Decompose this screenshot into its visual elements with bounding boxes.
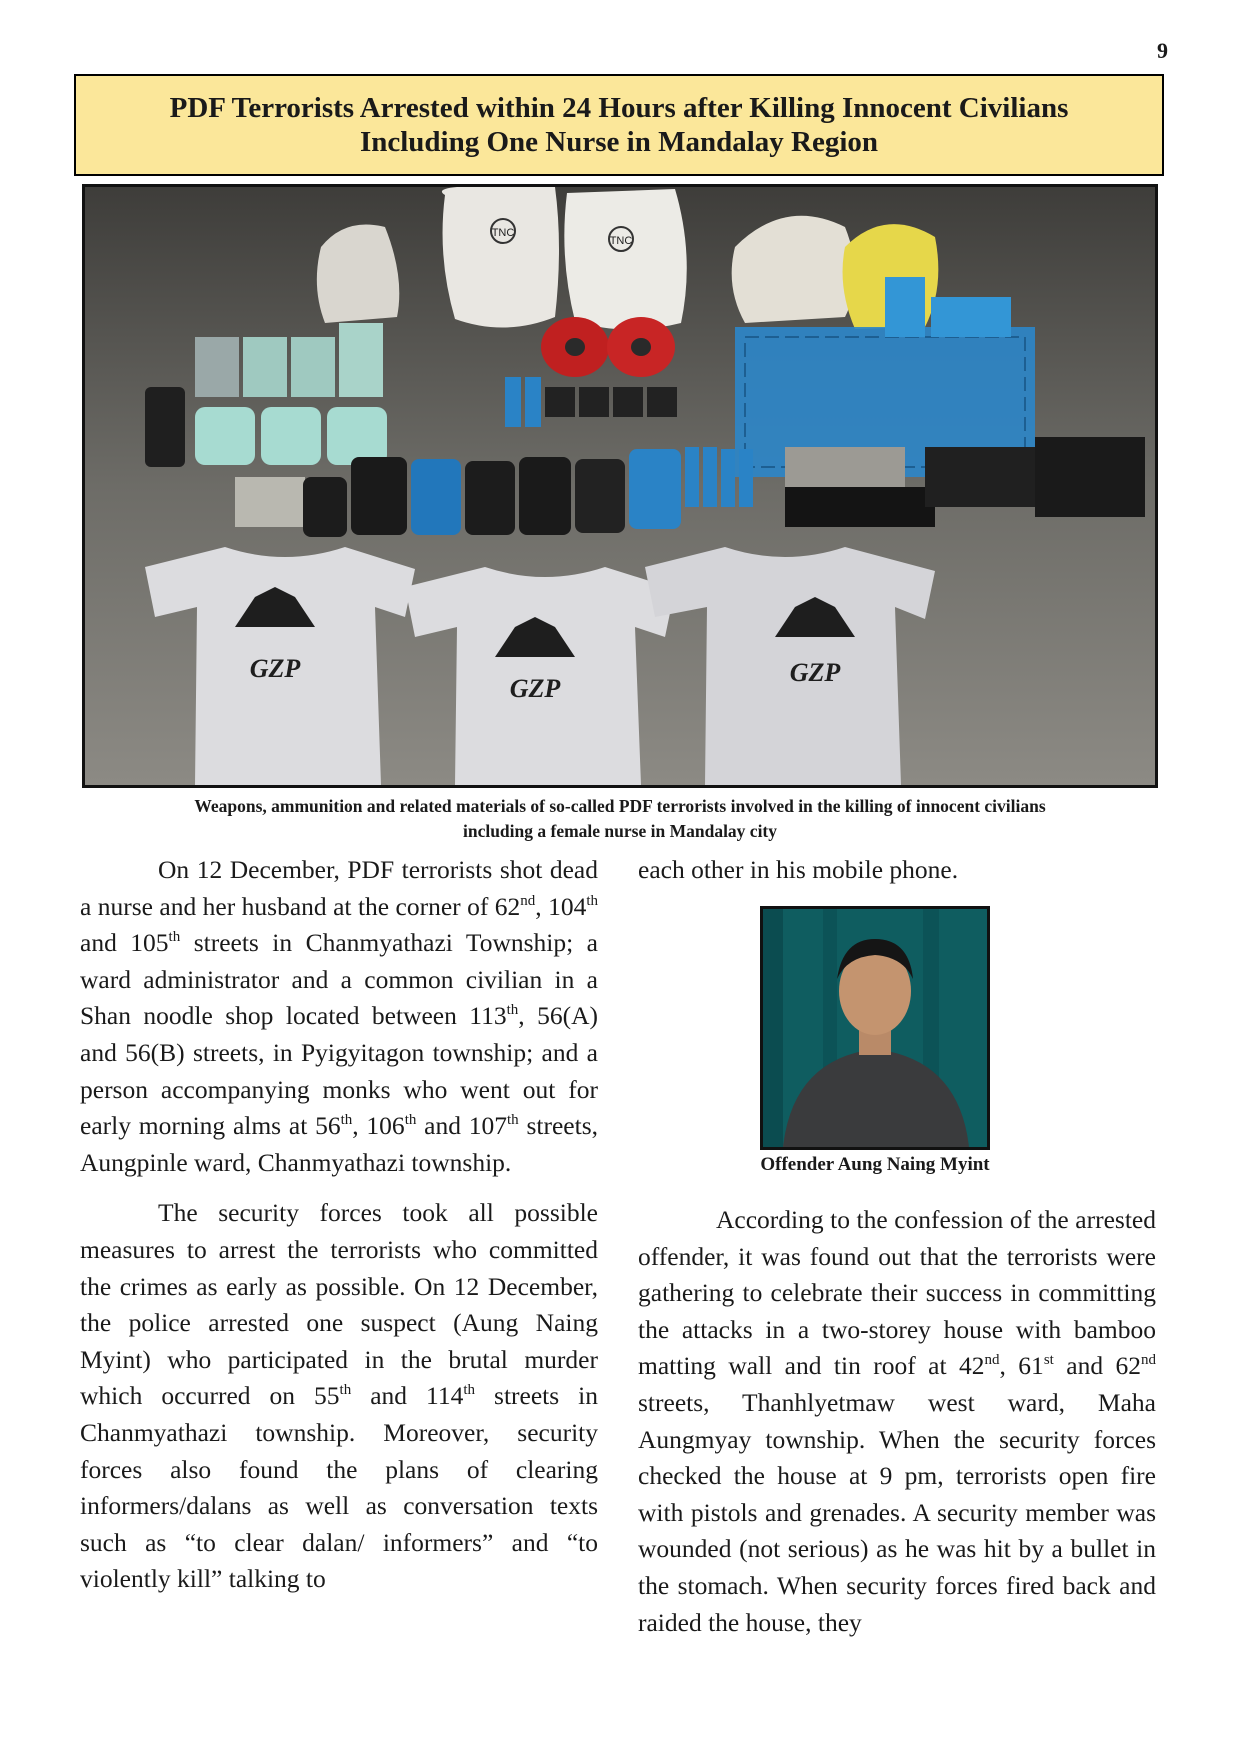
superscript: th bbox=[463, 1382, 476, 1399]
sack-label-1: TNC bbox=[491, 227, 515, 239]
superscript: nd bbox=[984, 1352, 1000, 1369]
superscript: th bbox=[586, 892, 598, 909]
article-column-right-lower bbox=[638, 1202, 1156, 1655]
seized-materials-photo bbox=[82, 184, 1158, 788]
text-run: According to the confession of the arrested offender, it was found out that the terrorists were gathering to celebrate their success in committing the attacks in a two-storey house with bamboo matting wall and tin roof at 42 bbox=[638, 1205, 1156, 1381]
superscript: nd bbox=[520, 892, 536, 909]
portrait-caption: Offender Aung Naing Myint bbox=[760, 1154, 990, 1175]
text-run: streets in Chanmyathazi Township; a ward administrator and a common civilian in a Shan noodle shop located between 113 bbox=[80, 928, 598, 1031]
offender-portrait bbox=[760, 906, 990, 1150]
text-run: , 61 bbox=[999, 1351, 1044, 1381]
sack-left bbox=[442, 187, 559, 328]
text-run: streets in Chanmyathazi township. Moreover, security forces also found the plans of clearing informers/dalans as well as conversation texts such as “to clear dalan/ informers” and “to violently kill” talking to bbox=[80, 1381, 599, 1594]
article-title bbox=[74, 74, 1164, 176]
text-run: The security forces took all possible measures to arrest the terrorists who committed the crimes as early as possible. On 12 December, the police arrested one suspect (Aung Naing Myint) who participated in the brutal murder which occurred on 55 bbox=[80, 1198, 598, 1411]
text-run: and 105 bbox=[80, 928, 169, 958]
sack-right bbox=[564, 189, 686, 330]
text-run: streets, Thanhlyetmaw west ward, Maha Aungmyay township. When the security forces checked the house at 9 pm, terrorists open fire with pistols and grenades. A security member was wounded (not serious) as he was hit by a bullet in the stomach. When security forces fired back and raided the house, they bbox=[638, 1387, 1156, 1637]
superscript: nd bbox=[1141, 1352, 1157, 1369]
superscript: th bbox=[168, 929, 181, 946]
shirt-logo-2: GZP bbox=[509, 674, 561, 703]
superscript: th bbox=[340, 1112, 353, 1129]
text-run: and 62 bbox=[1053, 1351, 1142, 1381]
text-run: On 12 December, PDF terrorists shot dead a nurse and her husband at the corner of 62 bbox=[80, 855, 598, 921]
text-run: , 56(A) and 56(B) streets, in Pyigyitagon township; and a person accompanying monks who went out for early morning alms at 56 bbox=[80, 1001, 598, 1141]
small-sack bbox=[317, 225, 399, 324]
superscript: st bbox=[1043, 1352, 1054, 1369]
article-title-line-1: PDF Terrorists Arrested within 24 Hours after Killing Innocent Civilians bbox=[169, 92, 1069, 124]
photo-caption bbox=[82, 794, 1158, 844]
article-column-right bbox=[638, 852, 1156, 903]
text-run: , 106 bbox=[352, 1111, 405, 1141]
shirt-logo-1: GZP bbox=[249, 654, 301, 683]
article-paragraph-2 bbox=[80, 1195, 598, 1598]
text-run: , 104 bbox=[535, 891, 587, 921]
seized-materials-illustration bbox=[85, 187, 1155, 785]
offender-portrait-illustration bbox=[763, 909, 987, 1147]
article-title-line-2: Including One Nurse in Mandalay Region bbox=[359, 126, 879, 158]
superscript: th bbox=[507, 1112, 519, 1129]
sack-label-2: TNC bbox=[609, 235, 633, 247]
shirt-logo-3: GZP bbox=[789, 658, 841, 687]
article-paragraph-2-continued: each other in his mobile phone. bbox=[638, 855, 959, 884]
superscript: th bbox=[404, 1112, 417, 1129]
article-paragraph-3 bbox=[638, 1202, 1156, 1641]
text-run: and 107 bbox=[416, 1111, 508, 1141]
article-column-left bbox=[80, 852, 598, 1612]
photo-caption-line-2: including a female nurse in Mandalay city bbox=[462, 821, 778, 841]
scale bbox=[235, 477, 305, 527]
text-run: streets, Aungpinle ward, Chanmyathazi township. bbox=[80, 1111, 598, 1177]
superscript: th bbox=[506, 1002, 519, 1019]
superscript: th bbox=[339, 1382, 352, 1399]
article-paragraph-1 bbox=[80, 852, 598, 1181]
page-number: 9 bbox=[1157, 38, 1168, 63]
photo-caption-line-1: Weapons, ammunition and related materials of so-called PDF terrorists involved in the killing of innocent civilians bbox=[194, 796, 1046, 816]
text-run: and 114 bbox=[351, 1381, 464, 1411]
